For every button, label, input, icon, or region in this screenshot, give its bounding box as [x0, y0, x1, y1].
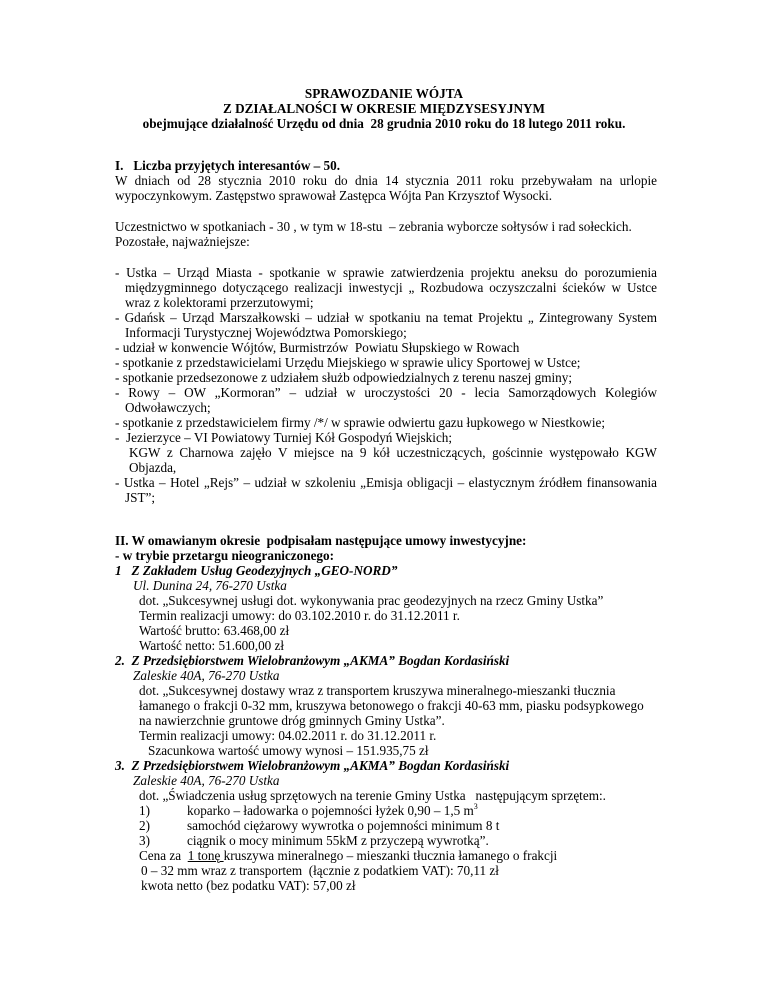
contract-3-price-line: Cena za 1 tonę kruszywa mineralnego – mieszanki tłucznia łamanego o frakcji [139, 848, 558, 863]
section-1-paragraph-2-line-2: Pozostałe, najważniejsze: [115, 234, 250, 249]
list-item: - udział w konwencie Wójtów, Burmistrzów Powiatu Słupskiego w Rowach [115, 340, 520, 355]
contract-2-line-4: Termin realizacji umowy: 04.02.2011 r. do 31.12.2011 r. [139, 728, 437, 743]
contract-3-item-1-number: 1) [139, 803, 150, 818]
list-item: Informacji Turystycznej Województwa Pomorskiego; [125, 325, 407, 340]
list-item: - spotkanie przedsezonowe z udziałem służb odpowiedzialnych z terenu naszej gminy; [115, 370, 573, 385]
contract-2-address: Zaleskie 40A, 76-270 Ustka [133, 668, 280, 683]
contract-2-line-5: Szacunkowa wartość umowy wynosi – 151.935,75 zł [148, 743, 429, 758]
list-item: JST”; [125, 490, 156, 505]
title-line-1: SPRAWOZDANIE WÓJTA [304, 86, 464, 101]
section-1-paragraph-2-line-1: Uczestnictwo w spotkaniach - 30 , w tym w 18-stu – zebrania wyborcze sołtysów i rad sołeckich. [115, 219, 632, 234]
contract-2-title: 2. Z Przedsiębiorstwem Wielobranżowym „AKMA” Bogdan Kordasiński [115, 653, 510, 668]
contract-1-line-1: dot. „Sukcesywnej usługi dot. wykonywania prac geodezyjnych na rzecz Gminy Ustka” [139, 593, 604, 608]
section-1-paragraph-1-line-1: W dniach od 28 stycznia 2010 roku do dnia 14 stycznia 2011 roku przebywałam na urlopie [115, 173, 657, 188]
list-item: - spotkanie z przedstawicielem firmy /*/ w sprawie odwiertu gazu łupkowego w Niestkowie; [115, 415, 605, 430]
contract-2-line-2: łamanego o frakcji 0-32 mm, kruszywa betonowego o frakcji 40-63 mm, piasku podsypkowego [139, 698, 644, 713]
title-line-3: obejmujące działalność Urzędu od dnia 28 grudnia 2010 roku do 18 lutego 2011 roku. [142, 116, 626, 131]
contract-1-line-2: Termin realizacji umowy: do 03.102.2010 r. do 31.12.2011 r. [139, 608, 460, 623]
contract-1-line-4: Wartość netto: 51.600,00 zł [139, 638, 285, 653]
contract-3-address: Zaleskie 40A, 76-270 Ustka [133, 773, 280, 788]
contract-3-item-2: samochód ciężarowy wywrotka o pojemności minimum 8 t [187, 818, 500, 833]
list-item: Odwoławczych; [125, 400, 211, 415]
contract-3-item-3: ciągnik o mocy minimum 55kM z przyczepą wywrotką”. [187, 833, 489, 848]
contract-1-address: Ul. Dunina 24, 76-270 Ustka [133, 578, 287, 593]
section-1-heading: I. Liczba przyjętych interesantów – 50. [115, 158, 341, 173]
section-2-heading: II. W omawianym okresie podpisałam następujące umowy inwestycyjne: [115, 533, 527, 548]
list-item: - Gdańsk – Urząd Marszałkowski – udział w spotkaniu na temat Projektu „ Zintegrowany System [115, 310, 657, 325]
contract-3-item-1: koparko – ładowarka o pojemności łyżek 0,90 – 1,5 $m^3$ [187, 801, 478, 818]
contract-3-line-1: dot. „Świadczenia usług sprzętowych na terenie Gminy Ustka następującym sprzętem:. [139, 788, 606, 803]
contract-1-title: 1 Z Zakładem Usług Geodezyjnych „GEO-NORD” [115, 563, 398, 578]
contract-1-line-3: Wartość brutto: 63.468,00 zł [139, 623, 290, 638]
contract-3-item-2-number: 2) [139, 818, 150, 833]
contract-3-line-6: 0 – 32 mm wraz z transportem (łącznie z podatkiem VAT): 70,11 zł [141, 863, 499, 878]
list-item: - Ustka – Urząd Miasta - spotkanie w sprawie zatwierdzenia projektu aneksu do porozumienia [115, 265, 657, 280]
section-2-subheading: - w trybie przetargu nieograniczonego: [115, 548, 335, 563]
list-item: - Rowy – OW „Kormoran” – udział w uroczystości 20 - lecia Samorządowych Kolegiów [115, 385, 657, 400]
list-item: międzygminnego dotyczącego realizacji inwestycji „ Rozbudowa oczyszczalni ścieków w Ustce [125, 280, 657, 295]
title-line-2: Z DZIAŁALNOŚCI W OKRESIE MIĘDZYSESYJNYM [223, 101, 545, 116]
list-item: KGW z Charnowa zajęło V miejsce na 9 kół uczestniczących, gościnnie występowało KGW [129, 445, 657, 460]
list-item: - Ustka – Hotel „Rejs” – udział w szkoleniu „Emisja obligacji – elastycznym źródłem finansowania [115, 475, 657, 490]
contract-3-title: 3. Z Przedsiębiorstwem Wielobranżowym „AKMA” Bogdan Kordasiński [115, 758, 510, 773]
list-item: - spotkanie z przedstawicielami Urzędu Miejskiego w sprawie ulicy Sportowej w Ustce; [115, 355, 581, 370]
contract-2-line-3: na nawierzchnie gruntowe dróg gminnych Gminy Ustka”. [139, 713, 445, 728]
contract-3-line-7: kwota netto (bez podatku VAT): 57,00 zł [141, 878, 356, 893]
list-item: - Jezierzyce – VI Powiatowy Turniej Kół Gospodyń Wiejskich; [115, 430, 453, 445]
section-1-paragraph-1-line-2: wypoczynkowym. Zastępstwo sprawował Zastępca Wójta Pan Krzysztof Wysocki. [115, 188, 553, 203]
contract-2-line-1: dot. „Sukcesywnej dostawy wraz z transportem kruszywa mineralnego-mieszanki tłucznia [139, 683, 616, 698]
contract-3-item-3-number: 3) [139, 833, 150, 848]
list-item: wraz z kolektorami przerzutowymi; [125, 295, 314, 310]
list-item: Objazda, [129, 460, 177, 475]
